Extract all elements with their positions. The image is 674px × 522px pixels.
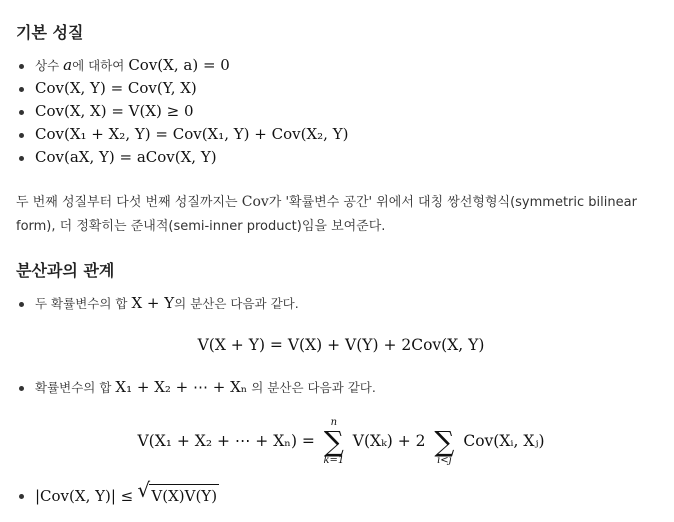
display2-term1: V(Xₖ) + 2 xyxy=(352,432,426,450)
bullet-post-text: 의 분산은 다음과 같다. xyxy=(174,296,299,311)
bullet-post-text: 의 분산은 다음과 같다. xyxy=(247,380,376,395)
list-item xyxy=(16,100,348,123)
prop-formula: Cov(X₁ + X₂, Y) = Cov(X₁, Y) + Cov(X₂, Y) xyxy=(35,125,349,143)
prop-formula: Cov(X, Y) = Cov(Y, X) xyxy=(35,79,197,97)
square-root: √ V(X)V(Y) xyxy=(137,484,219,508)
bullet-pre-text: 두 확률변수의 합 xyxy=(35,296,132,311)
sum2-lower-limit: i<j xyxy=(437,455,452,466)
properties-list xyxy=(16,54,348,169)
constant-var: a xyxy=(63,56,73,74)
variance-list-2 xyxy=(16,376,376,399)
bullet-pre-text: 확률변수의 합 xyxy=(35,380,116,395)
prop-prefix-text: 상수 xyxy=(35,58,64,73)
bullet-formula: X₁ + X₂ + ⋯ + Xₙ xyxy=(115,378,248,396)
sum1-upper-limit: n xyxy=(330,417,338,428)
list-item xyxy=(16,123,348,146)
variance-list-3 xyxy=(16,478,219,507)
display-equation-sum-of-n xyxy=(16,418,666,468)
display2-lhs: V(X₁ + X₂ + ⋯ + Xₙ) = xyxy=(137,432,315,450)
summation-symbol: ∑ i<j xyxy=(434,425,455,466)
list-item xyxy=(16,146,348,169)
sum1-lower-limit: k=1 xyxy=(323,455,345,466)
display2-term2: Cov(Xᵢ, Xⱼ) xyxy=(463,432,545,450)
section-heading-variance-relation: 분산과의 관계 xyxy=(16,261,115,280)
list-item xyxy=(16,77,348,100)
list-item xyxy=(16,376,376,399)
prop-formula: Cov(X, X) = V(X) ≥ 0 xyxy=(35,102,194,120)
cauchy-schwarz-lhs: |Cov(X, Y)| ≤ xyxy=(35,487,134,505)
paragraph-part2: 가 '확률변수 공간' 위에서 대칭 쌍선형형식(symmetric bilinear form), 더 정확히는 준내적(semi-inner product)임을 보여준다. xyxy=(16,195,637,234)
display-equation-sum-of-two: V(X + Y) = V(X) + V(Y) + 2Cov(X, Y) xyxy=(197,336,485,354)
section-heading-basic-properties: 기본 성질 xyxy=(16,23,84,42)
list-item xyxy=(16,292,299,315)
list-item xyxy=(16,478,219,507)
bullet-formula: X + Y xyxy=(131,294,175,312)
prop-formula: Cov(X, a) = 0 xyxy=(128,56,230,74)
radicand: V(X)V(Y) xyxy=(149,484,219,508)
paragraph-cov: Cov xyxy=(241,194,269,210)
explanation-paragraph xyxy=(16,190,666,239)
list-item xyxy=(16,54,348,77)
prop-suffix-text: 에 대하여 xyxy=(72,58,129,73)
variance-list-1 xyxy=(16,292,299,315)
prop-formula: Cov(aX, Y) = aCov(X, Y) xyxy=(35,148,217,166)
summation-symbol: n ∑ k=1 xyxy=(323,417,345,466)
paragraph-part1: 두 번째 성질부터 다섯 번째 성질까지는 xyxy=(16,195,242,210)
